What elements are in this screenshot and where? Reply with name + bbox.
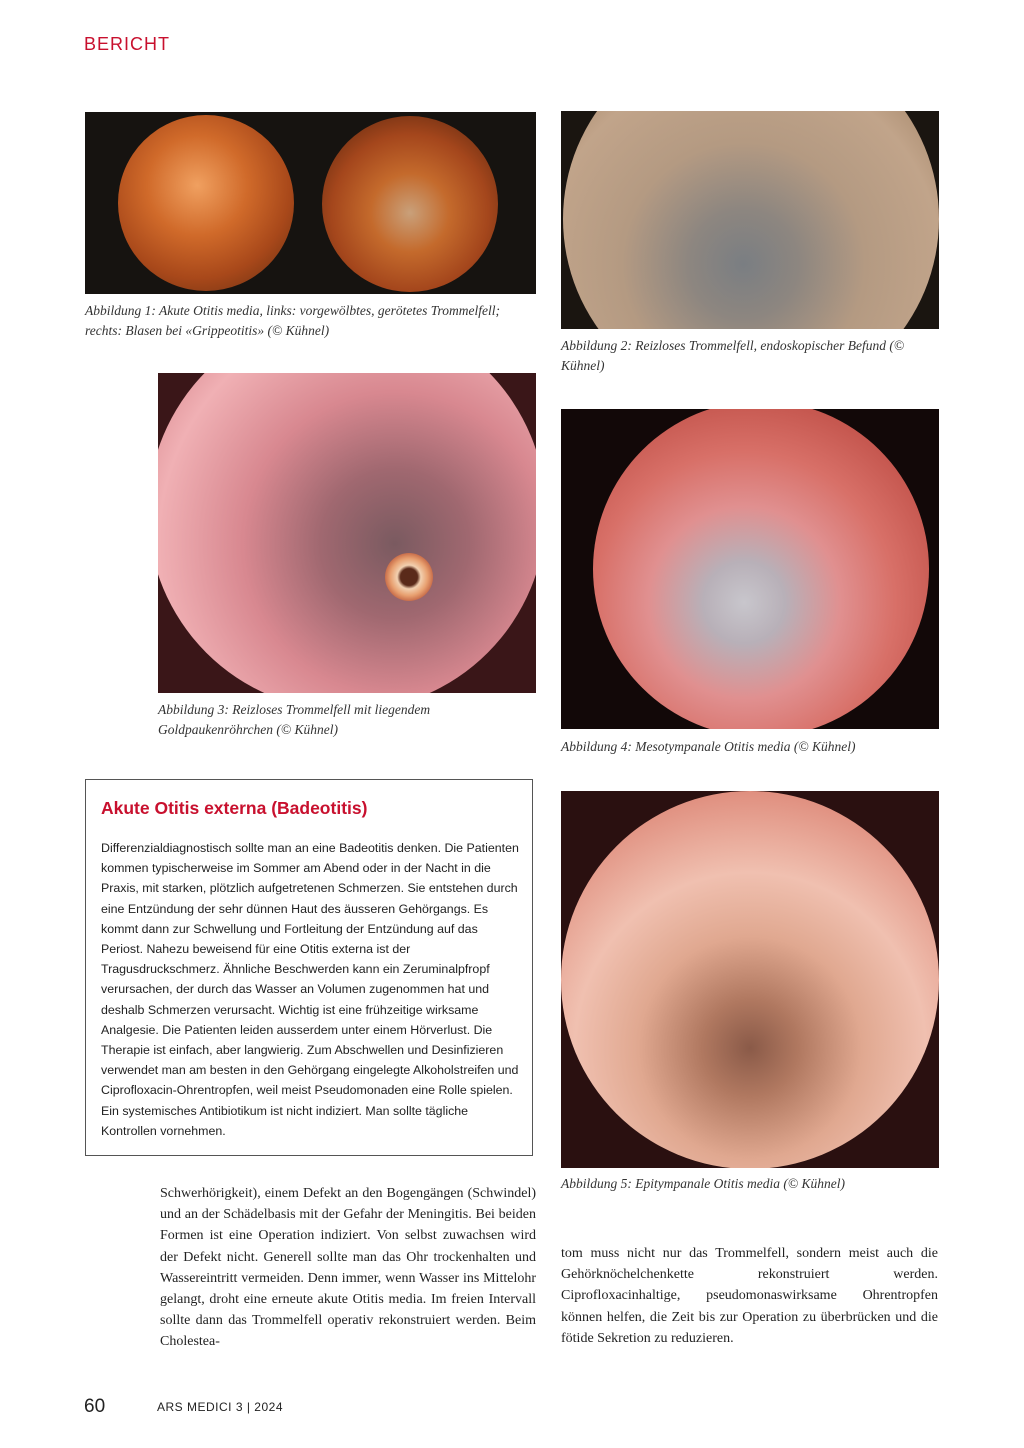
eardrum-photo <box>561 791 939 1168</box>
figure-3-image <box>158 373 536 693</box>
figure-2-caption: Abbildung 2: Reizloses Trommelfell, endoskopischer Befund (© Kühnel) <box>561 338 905 373</box>
body-text-right: tom muss nicht nur das Trommelfell, sondern meist auch die Gehörknöchelchenkette rekonstruiert werden. Ciprofloxacinhaltige, pseudomonaswirksame Ohrentropfen können helfen, die Zeit bis zur Operation zu überbrücken und die fötide Sekretion zu reduzieren. <box>561 1246 938 1346</box>
tympanostomy-tube <box>385 553 433 601</box>
figure-4-image <box>561 409 939 729</box>
eardrum-photo <box>158 373 536 693</box>
figure-1-image <box>85 112 536 294</box>
eardrum-photo-right <box>322 116 498 292</box>
figure-1-caption: Abbildung 1: Akute Otitis media, links: vorgewölbtes, gerötetes Trommelfell; rechts: Blasen bei «Grippeotitis» (© Kühnel) <box>85 303 500 338</box>
eardrum-photo-left <box>118 115 294 291</box>
sidebar-box <box>85 779 533 1156</box>
page-number: 60 <box>84 1396 106 1417</box>
figure-4-caption: Abbildung 4: Mesotympanale Otitis media (© Kühnel) <box>561 739 856 754</box>
figure-2-image <box>561 111 939 329</box>
figure-3-caption: Abbildung 3: Reizloses Trommelfell mit liegendem Goldpaukenröhrchen (© Kühnel) <box>158 702 431 737</box>
box-body: Differenzialdiagnostisch sollte man an eine Badeotitis denken. Die Patienten kommen typischerweise im Sommer am Abend oder in der Nacht in die Praxis, mit starken, plötzlich aufgetretenen Schmerzen. Sie entstehen durch eine Entzündung der sehr dünnen Haut des äusseren Gehörgangs. Es kommt dann zur Schwellung und Fortleitung der Entzündung auf das Periost. Nahezu beweisend für eine Otitis externa ist der Tragusdruckschmerz. Ähnliche Beschwerden kann ein Zeruminalpfropf verursachen, der durch das Wasser an Volumen zugenommen hat und deshalb Schmerzen verursacht. Wichtig ist eine frühzeitige wirksame Analgesie. Die Patienten leiden ausserdem unter einem Hörverlust. Die Therapie ist einfach, aber langwierig. Zum Abschwellen und Desinfizieren verwendet man am besten in den Gehörgang eingelegte Alkoholstreifen und Ciprofloxacin-Ohrentropfen, weil meist Pseudomonaden eine Rolle spielen. Ein systemisches Antibiotikum ist nicht indiziert. Man sollte tägliche Kontrollen vornehmen. <box>101 841 519 1138</box>
eardrum-photo <box>563 111 939 329</box>
box-title: Akute Otitis externa (Badeotitis) <box>101 798 368 818</box>
magazine-issue: ARS MEDICI 3 | 2024 <box>157 1400 283 1414</box>
section-label: BERICHT <box>84 34 171 54</box>
body-text-left: Schwerhörigkeit), einem Defekt an den Bogengängen (Schwindel) und an der Schädelbasis mit der Gefahr der Meningitis. Bei beiden Formen ist eine Operation indiziert. Von selbst zuwachsen wird der Defekt nicht. Generell sollte man das Ohr trockenhalten und Wassereintritt vermeiden. Denn immer, wenn Wasser ins Mittelohr gelangt, droht eine erneute akute Otitis media. Im freien Intervall sollte dann das Trommelfell operativ rekonstruiert werden. Beim Cholestea- <box>160 1186 536 1350</box>
eardrum-photo <box>593 409 929 729</box>
figure-5-caption: Abbildung 5: Epitympanale Otitis media (© Kühnel) <box>561 1176 845 1191</box>
figure-5-image <box>561 791 939 1168</box>
